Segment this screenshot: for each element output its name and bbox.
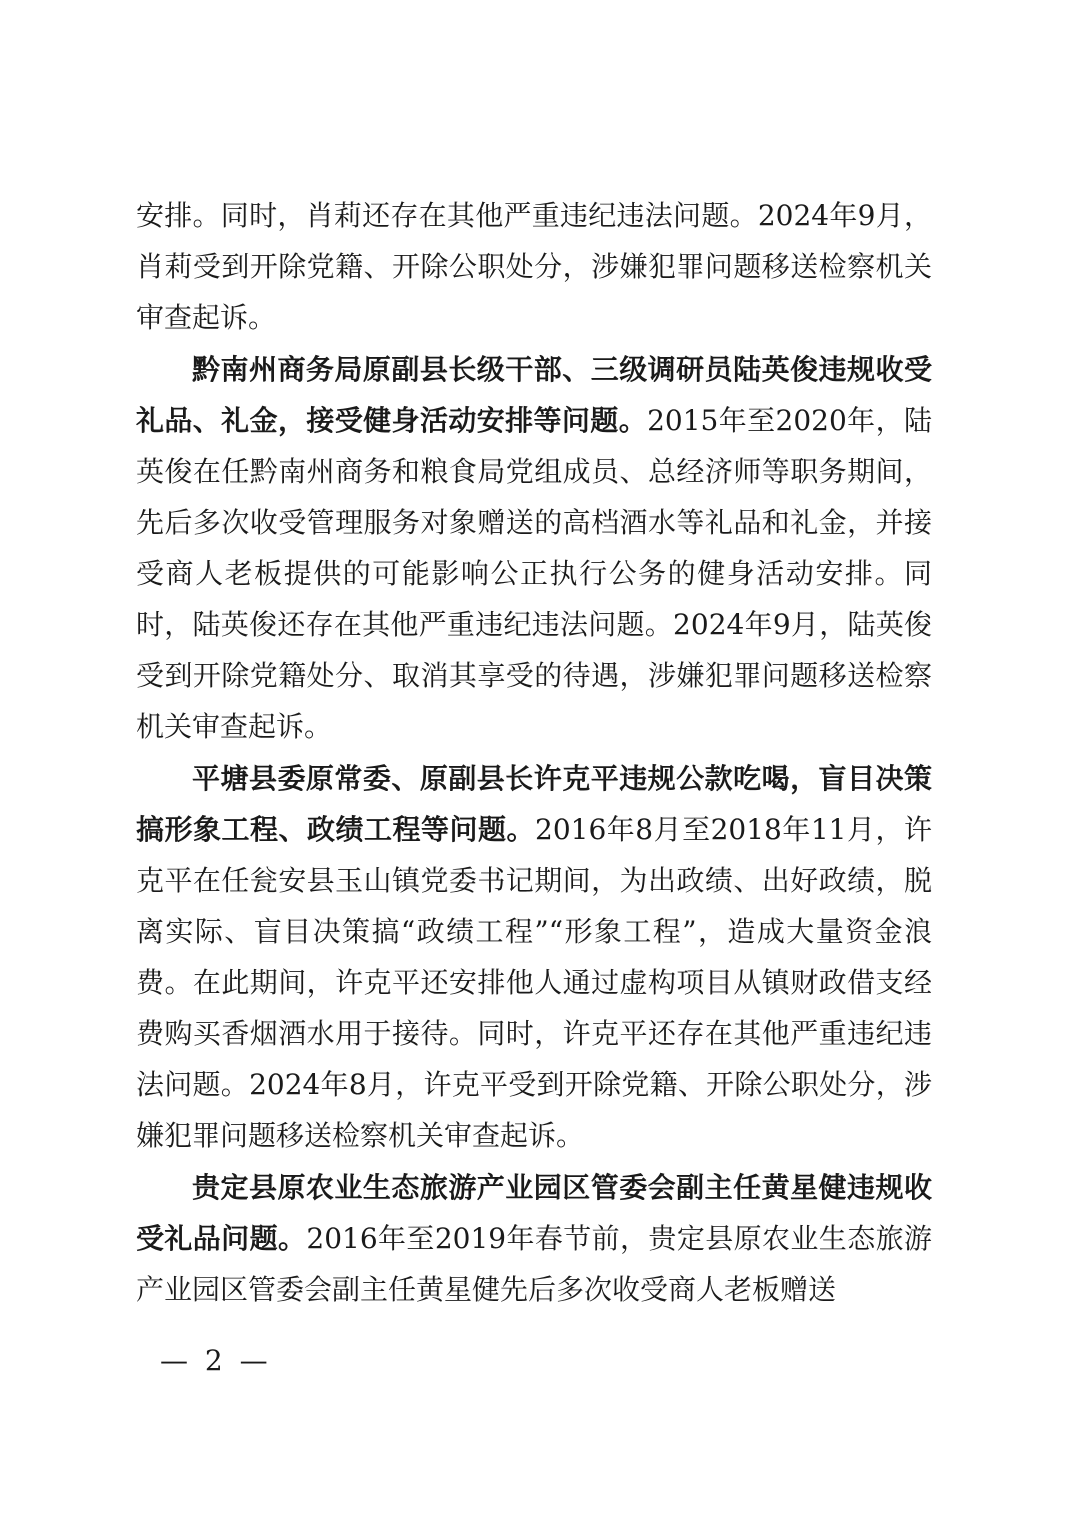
paragraph-case [136, 1162, 932, 1315]
case-heading: 黔南州商务局原副县长级干部、三级调研员陆英俊违规收受礼品、礼金，接受健身活动安排等问题。 [136, 353, 932, 437]
paragraph-text: 2016年至2019年春节前，贵定县原农业生态旅游产业园区管委会副主任黄星健先后多次收受商人老板赠送 [136, 1222, 932, 1306]
case-heading: 平塘县委原常委、原副县长许克平违规公款吃喝，盲目决策搞形象工程、政绩工程等问题。 [136, 762, 932, 846]
page-number: — 2 — [160, 1344, 272, 1377]
document-body [136, 190, 932, 1315]
paragraph-case [136, 344, 932, 752]
paragraph-text: 2015年至2020年，陆英俊在任黔南州商务和粮食局党组成员、总经济师等职务期间，先后多次收受管理服务对象赠送的高档酒水等礼品和礼金，并接受商人老板提供的可能影响公正执行公务的健身活动安排。同时，陆英俊还存在其他严重违纪违法问题。2024年9月，陆英俊受到开除党籍处分、取消其享受的待遇，涉嫌犯罪问题移送检察机关审查起诉。 [136, 404, 932, 743]
case-heading: 贵定县原农业生态旅游产业园区管委会副主任黄星健违规收受礼品问题。 [136, 1171, 932, 1255]
paragraph-text: 2016年8月至2018年11月，许克平在任瓮安县玉山镇党委书记期间，为出政绩、出好政绩，脱离实际、盲目决策搞“政绩工程”“形象工程”，造成大量资金浪费。在此期间，许克平还安排他人通过虚构项目从镇财政借支经费购买香烟酒水用于接待。同时，许克平还存在其他严重违纪违法问题。2024年8月，许克平受到开除党籍、开除公职处分，涉嫌犯罪问题移送检察机关审查起诉。 [136, 813, 932, 1152]
paragraph-case [136, 753, 932, 1161]
paragraph-text: 安排。同时，肖莉还存在其他严重违纪违法问题。2024年9月，肖莉受到开除党籍、开除公职处分，涉嫌犯罪问题移送检察机关审查起诉。 [136, 199, 932, 334]
paragraph-continuation [136, 190, 932, 343]
